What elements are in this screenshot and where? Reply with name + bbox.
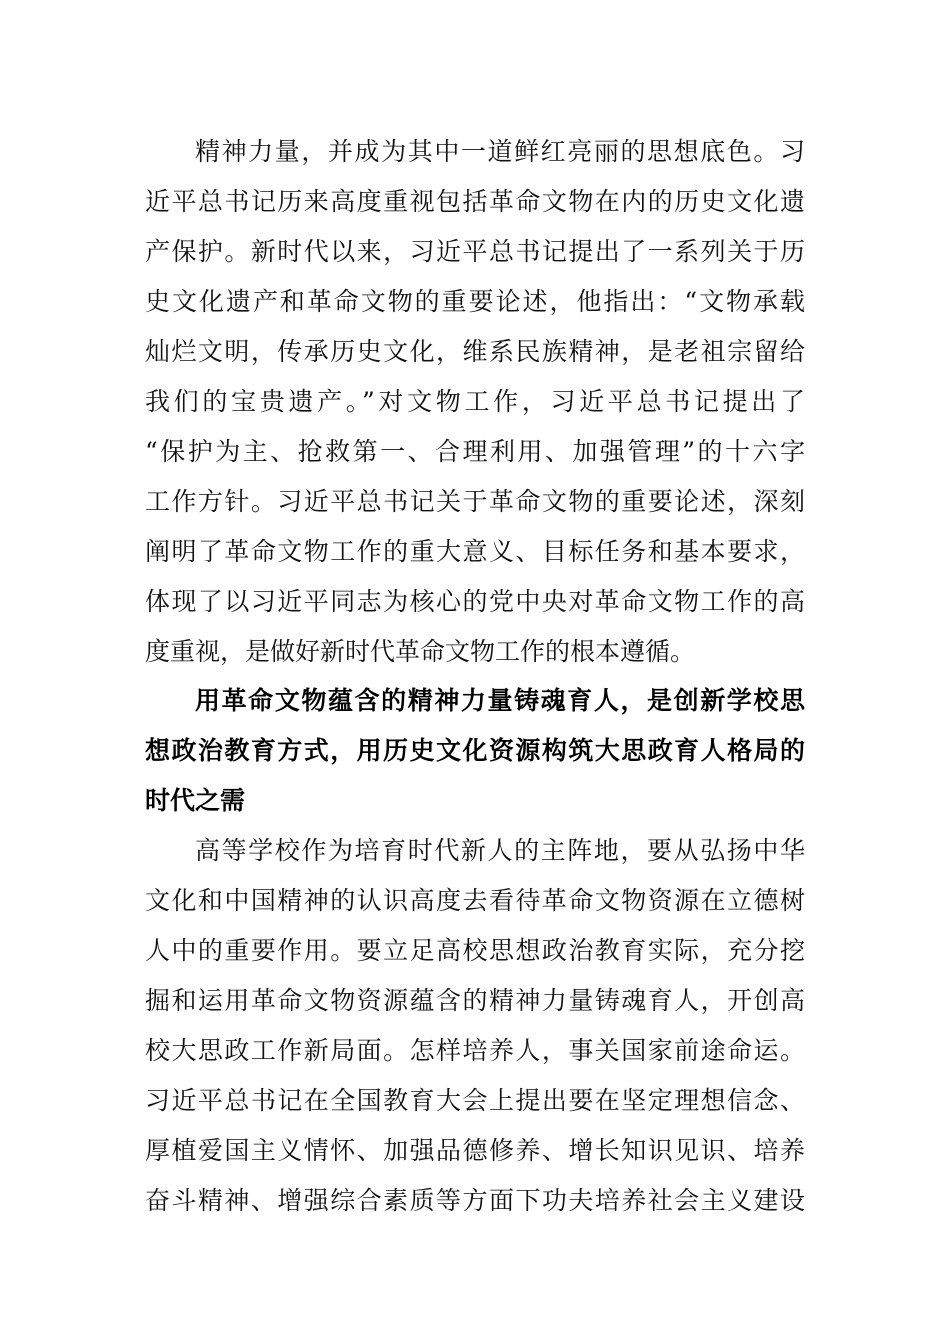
paragraph-2-line-4: 掘和运用革命文物资源蕴含的精神力量铸魂育人，开创高 (145, 986, 805, 1015)
paragraph-1-line-5: 灿烂文明，传承历史文化，维系民族精神，是老祖宗留给 (145, 337, 805, 366)
paragraph-2-line-2: 文化和中国精神的认识高度去看待革命文物资源在立德树 (145, 886, 805, 915)
paragraph-1-line-10: 体现了以习近平同志为核心的党中央对革命文物工作的高 (145, 587, 805, 616)
paragraph-2-line-3: 人中的重要作用。要立足高校思想政治教育实际，充分挖 (145, 936, 805, 965)
paragraph-1-line-7: “保护为主、抢救第一、合理利用、加强管理”的十六字 (145, 437, 805, 466)
paragraph-1-line-9: 阐明了革命文物工作的重大意义、目标任务和基本要求， (145, 537, 805, 566)
paragraph-1-line-11: 度重视，是做好新时代革命文物工作的根本遵循。 (145, 637, 696, 666)
paragraph-1-line-2: 近平总书记历来高度重视包括革命文物在内的历史文化遗 (145, 187, 805, 216)
paragraph-2-line-6: 习近平总书记在全国教育大会上提出要在坚定理想信念、 (145, 1086, 805, 1115)
paragraph-2-line-1: 高等学校作为培育时代新人的主阵地，要从弘扬中华 (195, 836, 805, 865)
paragraph-1-line-1: 精神力量，并成为其中一道鲜红亮丽的思想底色。习 (195, 137, 805, 166)
section-heading-line-1: 用革命文物蕴含的精神力量铸魂育人，是创新学校思 (195, 686, 805, 715)
section-heading-line-2: 想政治教育方式，用历史文化资源构筑大思政育人格局的 (145, 736, 805, 765)
paragraph-2-line-5: 校大思政工作新局面。怎样培养人，事关国家前途命运。 (145, 1036, 805, 1065)
paragraph-1-line-6: 我们的宝贵遗产。”对文物工作，习近平总书记提出了 (145, 387, 805, 416)
paragraph-1-line-4: 史文化遗产和革命文物的重要论述，他指出：“文物承载 (145, 287, 805, 316)
paragraph-2-line-8: 奋斗精神、增强综合素质等方面下功夫培养社会主义建设 (145, 1186, 805, 1215)
paragraph-1-line-3: 产保护。新时代以来，习近平总书记提出了一系列关于历 (145, 237, 805, 266)
paragraph-2-line-7: 厚植爱国主义情怀、加强品德修养、增长知识见识、培养 (145, 1136, 805, 1165)
paragraph-1-line-8: 工作方针。习近平总书记关于革命文物的重要论述，深刻 (145, 487, 805, 516)
section-heading-line-3: 时代之需 (145, 786, 246, 815)
